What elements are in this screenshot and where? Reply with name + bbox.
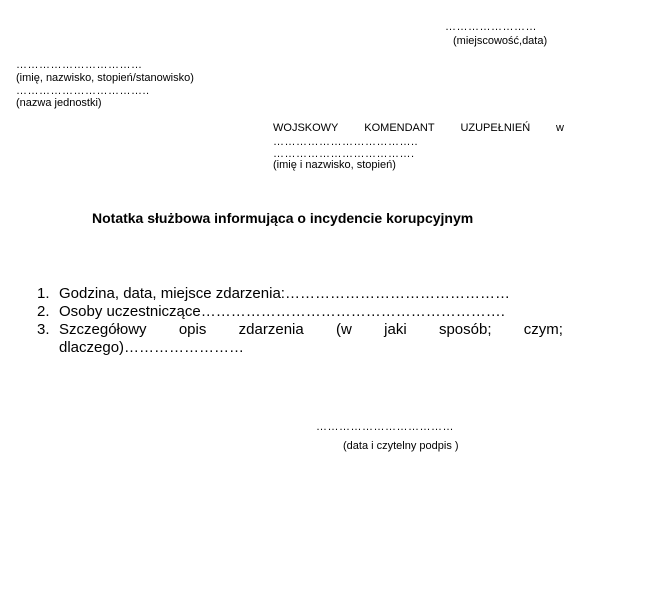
sender-unit-caption: (nazwa jednostki) bbox=[16, 97, 102, 109]
list-item-continuation: dlaczego)…………………… bbox=[59, 339, 245, 356]
list-item-number: 2. bbox=[37, 303, 50, 320]
recipient-caption: (imię i nazwisko, stopień) bbox=[273, 159, 396, 171]
recipient-word: w bbox=[556, 122, 564, 134]
place-date-caption: (miejscowość,data) bbox=[453, 35, 548, 47]
recipient-heading bbox=[273, 122, 564, 135]
recipient-dots-1: ……………………………….. bbox=[273, 136, 419, 148]
recipient-word: KOMENDANT bbox=[364, 122, 435, 134]
signature-caption: (data i czytelny podpis ) bbox=[343, 440, 459, 452]
list-word: jaki bbox=[384, 321, 407, 338]
recipient-word: UZUPEŁNIEŃ bbox=[460, 122, 531, 134]
list-word: Szczegółowy bbox=[59, 321, 147, 338]
list-item-number: 1. bbox=[37, 285, 50, 302]
list-item-text: Godzina, data, miejsce zdarzenia:……………………………………… bbox=[59, 285, 510, 302]
document-title: Notatka służbowa informująca o incydencie korupcyjnym bbox=[92, 210, 474, 226]
list-word: opis bbox=[178, 321, 207, 338]
list-item-text bbox=[59, 321, 563, 339]
sender-unit-dots: …………………………….. bbox=[16, 85, 150, 97]
recipient-word: WOJSKOWY bbox=[273, 122, 339, 134]
signature-dots: ……………………………… bbox=[316, 421, 454, 433]
place-date-dots: …………………… bbox=[445, 21, 537, 33]
list-item-text: Osoby uczestniczące……………………………………………………. bbox=[59, 303, 505, 320]
list-word: zdarzenia bbox=[238, 321, 304, 338]
recipient-dots-2: ………………………………. bbox=[273, 148, 415, 160]
sender-name-caption: (imię, nazwisko, stopień/stanowisko) bbox=[16, 72, 194, 84]
list-word: (w bbox=[336, 321, 352, 338]
list-item-number: 3. bbox=[37, 321, 50, 338]
list-word: czym; bbox=[523, 321, 563, 338]
list-word: sposób; bbox=[438, 321, 492, 338]
sender-name-dots: …………………………… bbox=[16, 59, 143, 71]
